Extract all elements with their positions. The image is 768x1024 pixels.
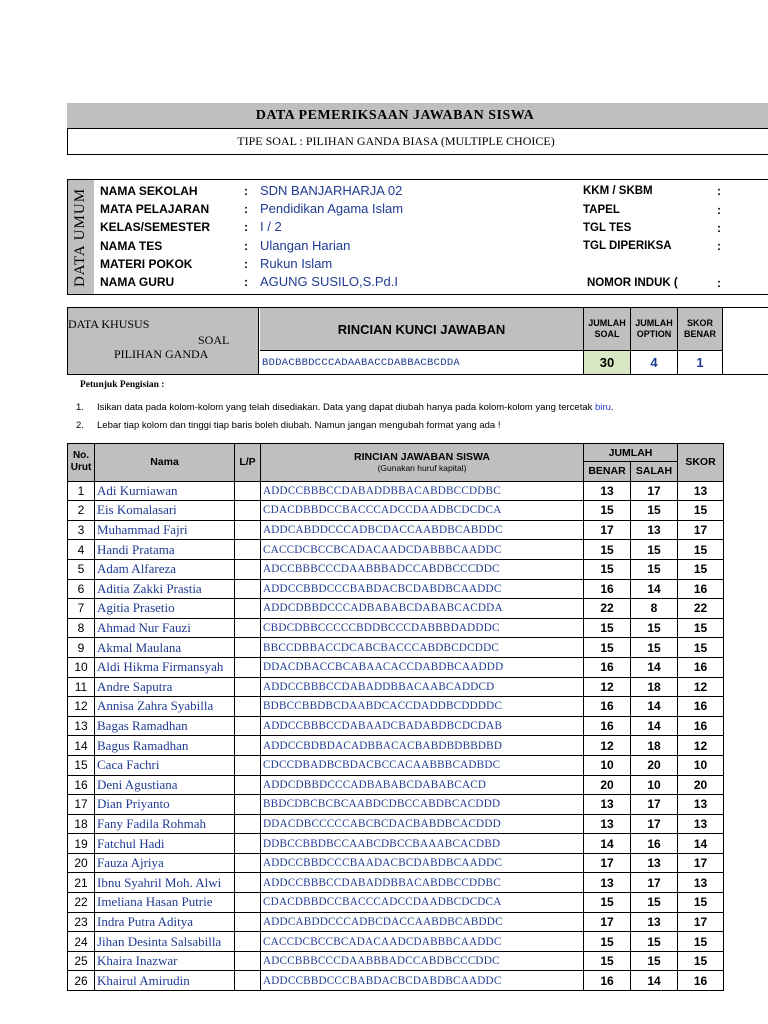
skor-value: 12 [678,736,724,756]
answer-string[interactable]: ADDCCBBDCCCBABDACBCDABDBCAADDC [261,971,584,991]
skor-benar-value[interactable]: 1 [677,351,723,374]
skor-value: 15 [678,951,724,971]
rincian-kunci-header: RINCIAN KUNCI JAWABAN [260,308,583,351]
benar-count: 12 [584,736,631,756]
field-colon: : [244,184,248,198]
answer-string[interactable]: ADDCCBBBCCDABADDBBACABDBCCDDBC [261,873,584,893]
table-row [68,932,724,952]
benar-count: 16 [584,697,631,717]
student-name[interactable]: Ahmad Nur Fauzi [95,618,235,638]
table-row [68,657,724,677]
table-row [68,795,724,815]
answer-string[interactable]: CDCCDBADBCBDACBCCACAABBBCADBDC [261,755,584,775]
student-name[interactable]: Deni Agustiana [95,775,235,795]
row-number: 23 [68,912,95,932]
data-umum-side [68,180,94,294]
row-number: 21 [68,873,95,893]
right-field-colon: : [717,276,721,290]
header-rincian-title: RINCIAN JAWABAN SISWA [354,451,490,464]
student-name[interactable]: Agitia Prasetio [95,599,235,619]
skor-value: 15 [678,540,724,560]
table-row [68,677,724,697]
benar-count: 17 [584,853,631,873]
gender-cell[interactable] [235,755,261,775]
salah-count: 15 [631,638,678,658]
field-colon: : [244,256,248,271]
right-field-label: TAPEL [583,203,620,216]
benar-count: 12 [584,677,631,697]
right-field-colon: : [717,184,721,198]
skor-value: 13 [678,873,724,893]
benar-count: 15 [584,893,631,913]
gender-cell[interactable] [235,501,261,521]
right-field-colon: : [717,220,721,235]
benar-count: 15 [584,638,631,658]
salah-count: 15 [631,618,678,638]
row-number: 26 [68,971,95,991]
gender-cell[interactable] [235,677,261,697]
salah-count: 10 [631,775,678,795]
gender-cell[interactable] [235,971,261,991]
jumlah-soal-value[interactable]: 30 [583,351,630,374]
table-row [68,775,724,795]
skor-value: 16 [678,971,724,991]
skor-value: 15 [678,932,724,952]
student-name[interactable]: Aldi Hikma Firmansyah [95,657,235,677]
header-rincian [261,444,584,482]
table-row [68,697,724,717]
salah-count: 15 [631,559,678,579]
salah-count: 14 [631,657,678,677]
row-number: 17 [68,795,95,815]
row-number: 14 [68,736,95,756]
answer-string[interactable]: ADCCBBBCCCDAABBBADCCABDBCCCDDC [261,559,584,579]
row-number: 1 [68,481,95,501]
student-name[interactable]: Khaira Inazwar [95,951,235,971]
header-jumlah: JUMLAH [584,444,678,462]
row-number: 18 [68,814,95,834]
field-label: MATA PELAJARAN [100,202,210,217]
answer-string[interactable]: BDBCCBBDBCDAABDCACCDADDBCDDDDC [261,697,584,717]
jawaban-table [67,443,724,991]
student-name[interactable]: Andre Saputra [95,677,235,697]
student-name[interactable]: Eis Komalasari [95,501,235,521]
salah-count: 17 [631,795,678,815]
answer-string[interactable]: DDBCCBBDBCCAABCDBCCBAAABCACDBD [261,834,584,854]
salah-count: 16 [631,834,678,854]
benar-count: 15 [584,559,631,579]
salah-count: 14 [631,697,678,717]
row-number: 9 [68,638,95,658]
salah-count: 14 [631,579,678,599]
gender-cell[interactable] [235,795,261,815]
salah-count: 18 [631,736,678,756]
row-number: 20 [68,853,95,873]
table-row [68,716,724,736]
row-number: 7 [68,599,95,619]
answer-string[interactable]: DDACDBACCBCABAACACCDABDBCAADDD [261,657,584,677]
skor-value: 16 [678,579,724,599]
answer-string[interactable]: CACCDCBCCBCADACAADCDABBBCAADDC [261,932,584,952]
answer-string[interactable]: ADCCBBBCCCDAABBBADCCABDBCCCDDC [261,951,584,971]
table-row [68,755,724,775]
table-row [68,559,724,579]
table-row [68,481,724,501]
gender-cell[interactable] [235,540,261,560]
table-row [68,971,724,991]
skor-value: 13 [678,481,724,501]
gender-cell[interactable] [235,932,261,952]
salah-count: 20 [631,755,678,775]
gender-cell[interactable] [235,559,261,579]
student-name[interactable]: Ibnu Syahril Moh. Alwi [95,873,235,893]
row-number: 15 [68,755,95,775]
student-name[interactable]: Adi Kurniawan [95,481,235,501]
right-field-label: TGL DIPERIKSA [583,240,672,252]
student-name[interactable]: Jihan Desinta Salsabilla [95,932,235,952]
skor-value: 17 [678,520,724,540]
field-value[interactable]: AGUNG SUSILO,S.Pd.I [260,274,398,289]
tipe-soal-box [67,128,768,155]
gender-cell[interactable] [235,657,261,677]
benar-count: 16 [584,716,631,736]
skor-value: 16 [678,657,724,677]
field-label: NAMA TES [100,238,163,253]
page-title: DATA PEMERIKSAAN JAWABAN SISWA [255,108,535,123]
gender-cell[interactable] [235,579,261,599]
data-khusus-label-box [68,308,259,374]
jumlah-option-value[interactable]: 4 [630,351,677,374]
answer-string[interactable]: CBDCDBBCCCCCBDDBCCCDABBBDADDDC [261,618,584,638]
student-name[interactable]: Annisa Zahra Syabilla [95,697,235,717]
skor-value: 15 [678,893,724,913]
skor-value: 10 [678,755,724,775]
table-row [68,893,724,913]
benar-count: 13 [584,873,631,893]
benar-count: 17 [584,520,631,540]
row-number: 4 [68,540,95,560]
field-label: NAMA SEKOLAH [100,184,198,198]
salah-count: 13 [631,853,678,873]
gender-cell[interactable] [235,736,261,756]
table-row [68,599,724,619]
salah-count: 14 [631,716,678,736]
answer-string[interactable]: ADDCCBBDCCCBABDACBCDABDBCAADDC [261,579,584,599]
right-field-label: NOMOR INDUK ( [587,277,678,289]
answer-string[interactable]: CDACDBBDCCBACCCADCCDAADBCDCDCA [261,893,584,913]
field-value[interactable]: I / 2 [260,219,282,235]
skor-value: 16 [678,716,724,736]
table-row [68,501,724,521]
skor-value: 15 [678,559,724,579]
benar-count: 17 [584,912,631,932]
data-khusus-line2: SOAL [198,333,230,347]
row-number: 10 [68,657,95,677]
benar-count: 16 [584,971,631,991]
table-row [68,520,724,540]
petunjuk-item-1: Isikan data pada kolom-kolom yang telah disediakan. Data yang dapat diubah hanya pada kolom-kolom yang tercetak biru. [97,402,614,413]
skor-value: 14 [678,834,724,854]
benar-count: 15 [584,618,631,638]
answer-string[interactable]: CDACDBBDCCBACCCADCCDAADBCDCDCA [261,501,584,521]
table-row [68,951,724,971]
salah-count: 13 [631,912,678,932]
gender-cell[interactable] [235,716,261,736]
header-skor: SKOR [678,444,724,482]
student-name[interactable]: Muhammad Fajri [95,520,235,540]
student-name[interactable]: Fatchul Hadi [95,834,235,854]
kunci-jawaban-value[interactable]: BDDACBBDCCCADAABACCDABBACBCDDA [262,357,461,369]
answer-string[interactable]: DDACDBCCCCCABCBCDACBABDBCACDDD [261,814,584,834]
field-colon: : [244,202,248,217]
row-number: 11 [68,677,95,697]
skor-value: 13 [678,814,724,834]
student-name[interactable]: Khairul Amirudin [95,971,235,991]
row-number: 24 [68,932,95,952]
data-khusus-line1: DATA KHUSUS [68,317,150,331]
skor-value: 12 [678,677,724,697]
row-number: 12 [68,697,95,717]
row-number: 3 [68,520,95,540]
row-number: 13 [68,716,95,736]
student-name[interactable]: Fany Fadila Rohmah [95,814,235,834]
gender-cell[interactable] [235,697,261,717]
petunjuk-item-2: Lebar tiap kolom dan tinggi tiap baris boleh diubah. Namun jangan mengubah format yang ada ! [97,420,501,431]
gender-cell[interactable] [235,481,261,501]
salah-count: 15 [631,951,678,971]
data-umum-label: DATA UMUM [72,187,89,287]
answer-string[interactable]: ADDCCBBBCCDABADDBBACABDBCCDDBC [261,481,584,501]
answer-string[interactable]: ADDCABDDCCCADBCDACCAABDBCABDDC [261,520,584,540]
field-value[interactable]: Pendidikan Agama Islam [260,201,404,217]
salah-count: 15 [631,540,678,560]
table-row [68,834,724,854]
answer-string[interactable]: ADDCDBBDCCCADBABABCDABABCACDDA [261,599,584,619]
table-row [68,873,724,893]
answer-string[interactable]: ADDCCBBDCCCBAADACBCDABDBCAADDC [261,853,584,873]
gender-cell[interactable] [235,618,261,638]
benar-count: 15 [584,951,631,971]
gender-cell[interactable] [235,873,261,893]
right-field-label: TGL TES [583,221,632,234]
salah-count: 13 [631,520,678,540]
benar-count: 10 [584,755,631,775]
gender-cell[interactable] [235,775,261,795]
gender-cell[interactable] [235,599,261,619]
right-field-colon: : [717,239,721,253]
benar-count: 15 [584,932,631,952]
gender-cell[interactable] [235,520,261,540]
field-label: MATERI POKOK [100,256,193,271]
skor-value: 20 [678,775,724,795]
salah-count: 17 [631,481,678,501]
field-colon: : [244,275,248,289]
row-number: 8 [68,618,95,638]
jumlah-soal-header: JUMLAH SOAL [583,308,630,351]
answer-string[interactable]: ADDCCBBBCCDABADDBBACAABCADDCD [261,677,584,697]
field-value[interactable]: Rukun Islam [260,255,333,271]
row-number: 6 [68,579,95,599]
skor-value: 15 [678,501,724,521]
student-name[interactable]: Bagus Ramadhan [95,736,235,756]
gender-cell[interactable] [235,638,261,658]
field-label: KELAS/SEMESTER [100,220,211,235]
field-colon: : [244,238,248,253]
student-name[interactable]: Imeliana Hasan Putrie [95,893,235,913]
row-number: 16 [68,775,95,795]
row-number: 2 [68,501,95,521]
header-nama: Nama [95,444,235,482]
gender-cell[interactable] [235,853,261,873]
student-name[interactable]: Handi Pratama [95,540,235,560]
skor-value: 17 [678,853,724,873]
student-name[interactable]: Dian Priyanto [95,795,235,815]
student-name[interactable]: Aditia Zakki Prastia [95,579,235,599]
field-value[interactable]: Ulangan Harian [260,237,351,253]
gender-cell[interactable] [235,951,261,971]
row-number: 22 [68,893,95,913]
student-name[interactable]: Indra Putra Aditya [95,912,235,932]
table-row [68,540,724,560]
header-rincian-sub: (Gunakan huruf kapital) [377,463,467,474]
header-lp: L/P [235,444,261,482]
skor-value: 16 [678,697,724,717]
student-name[interactable]: Fauza Ajriya [95,853,235,873]
salah-count: 17 [631,814,678,834]
skor-benar-header: SKOR BENAR [677,308,723,351]
benar-count: 15 [584,540,631,560]
answer-string[interactable]: ADDCCBBBCCDABAADCBADABDBCDCDAB [261,716,584,736]
salah-count: 15 [631,932,678,952]
salah-count: 15 [631,501,678,521]
benar-count: 15 [584,501,631,521]
benar-count: 22 [584,599,631,619]
answer-string[interactable]: BBDCDBCBCBCAABDCDBCCABDBCACDDD [261,795,584,815]
gender-cell[interactable] [235,893,261,913]
petunjuk-item-1-num: 1. [76,402,84,413]
answer-string[interactable]: CACCDCBCCBCADACAADCDABBBCAADDC [261,540,584,560]
salah-count: 8 [631,599,678,619]
petunjuk-title: Petunjuk Pengisian : [80,380,165,390]
table-row [68,912,724,932]
row-number: 25 [68,951,95,971]
data-khusus-line3: PILIHAN GANDA [114,347,209,361]
gender-cell[interactable] [235,814,261,834]
table-row [68,638,724,658]
benar-count: 13 [584,795,631,815]
petunjuk-item-2-num: 2. [76,420,84,431]
right-field-colon: : [717,202,721,217]
gender-cell[interactable] [235,834,261,854]
skor-value: 13 [678,795,724,815]
header-no-urut: No. Urut [68,444,95,482]
table-row [68,618,724,638]
benar-count: 16 [584,657,631,677]
table-row [68,736,724,756]
salah-count: 18 [631,677,678,697]
answer-string[interactable]: ADDCCBDBDACADBBACACBABDBDBBDBD [261,736,584,756]
student-name[interactable]: Caca Fachri [95,755,235,775]
benar-count: 13 [584,481,631,501]
field-colon: : [244,220,248,235]
petunjuk-biru: biru [595,402,611,413]
table-row [68,579,724,599]
answer-string[interactable]: BBCCDBBACCDCABCBACCCABDBCDCDDC [261,638,584,658]
answer-string[interactable]: ADDCABDDCCCADBCDACCAABDBCABDDC [261,912,584,932]
table-row [68,853,724,873]
student-name[interactable]: Akmal Maulana [95,638,235,658]
benar-count: 16 [584,579,631,599]
skor-value: 15 [678,638,724,658]
salah-count: 17 [631,873,678,893]
skor-value: 17 [678,912,724,932]
skor-value: 15 [678,618,724,638]
student-name[interactable]: Adam Alfareza [95,559,235,579]
table-row [68,814,724,834]
row-number: 5 [68,559,95,579]
gender-cell[interactable] [235,912,261,932]
field-value[interactable]: SDN BANJARHARJA 02 [260,183,403,198]
field-label: NAMA GURU [100,275,175,289]
row-number: 19 [68,834,95,854]
jumlah-option-header: JUMLAH OPTION [630,308,677,351]
student-name[interactable]: Bagas Ramadhan [95,716,235,736]
answer-string[interactable]: ADDCDBBDCCCADBABABCDABABCACD [261,775,584,795]
header-salah: SALAH [631,462,678,482]
right-field-label: KKM / SKBM [583,185,653,197]
header-benar: BENAR [584,462,631,482]
tipe-soal-text: TIPE SOAL : PILIHAN GANDA BIASA (MULTIPLE CHOICE) [237,134,555,148]
benar-count: 20 [584,775,631,795]
salah-count: 15 [631,893,678,913]
salah-count: 14 [631,971,678,991]
benar-count: 13 [584,814,631,834]
skor-value: 22 [678,599,724,619]
benar-count: 14 [584,834,631,854]
